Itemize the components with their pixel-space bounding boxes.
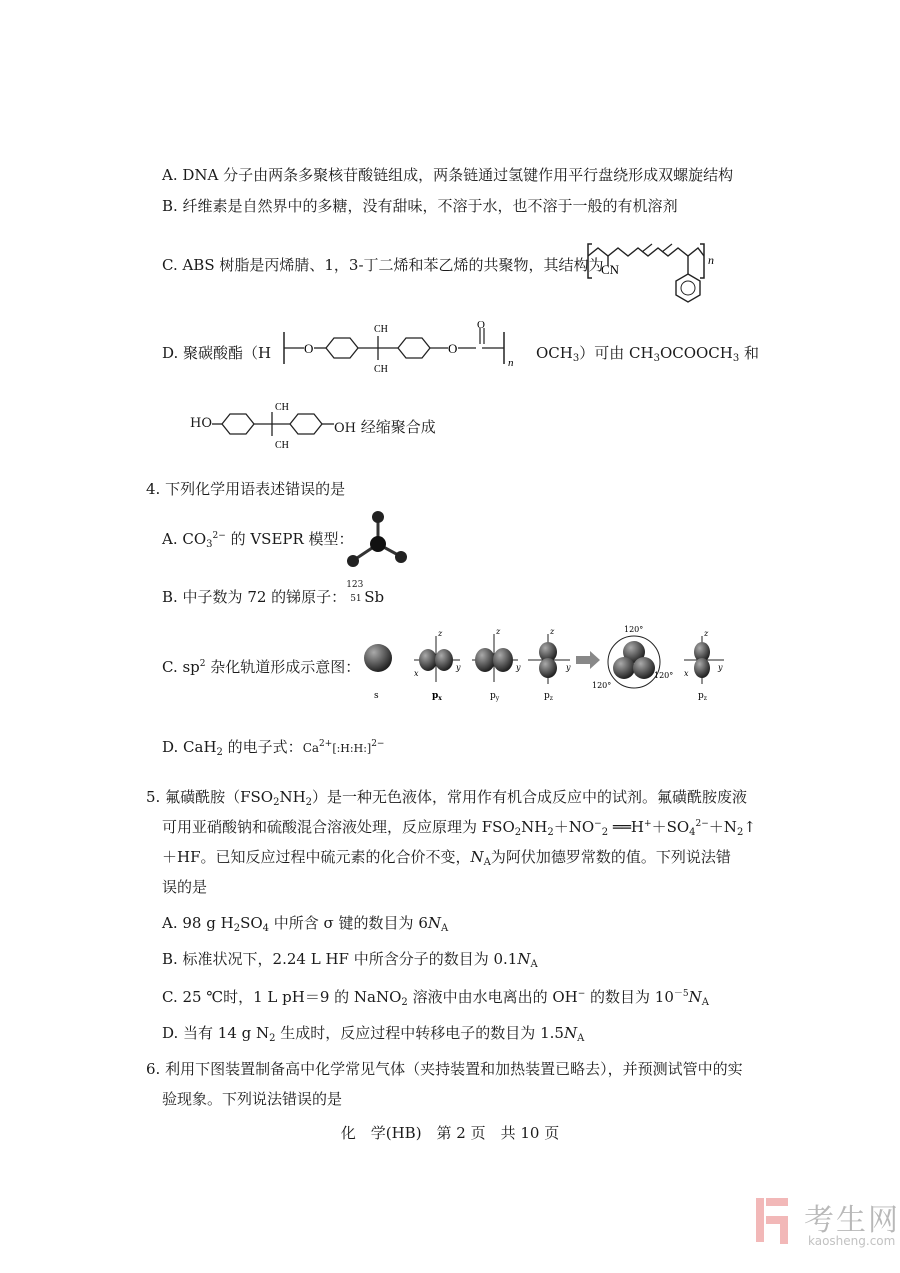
svg-text:y: y <box>456 663 461 672</box>
pc-o1: O <box>304 341 314 356</box>
option-3b: B. 纤维素是自然界中的多糖，没有甜味，不溶于水，也不溶于一般的有机溶剂 <box>162 197 678 215</box>
sp2-hybridization-diagram <box>352 622 732 710</box>
question-5-line2: 可用亚硝酸钠和硫酸混合溶液处理，反应原理为 $FSO_2NH_2+NO^-_2$ $══H^++SO_4^{2-}+N_2↑$ <box>162 818 756 838</box>
pc-o2: O <box>448 341 458 356</box>
option-4c: C. $sp^2$ 杂化轨道形成示意图： <box>162 658 361 676</box>
option-3a: A. DNA 分子由两条多聚核苷酸链组成，两条链通过氢键作用平行盘绕形成双螺旋结构 <box>162 166 734 184</box>
option-4b: B. 中子数为 72 的锑原子： 123 51 Sb <box>162 580 385 606</box>
option-3c: C. ABS 树脂是丙烯腈、1，3-丁二烯和苯乙烯的共聚物，其结构为 <box>162 256 604 274</box>
option-4a: A. $CO_3^{2-}$ 的 VSEPR 模型： <box>162 530 354 550</box>
pc-ch3-top: CH <box>374 324 388 335</box>
option-4d: D. CaH$_2$ 的电子式：$Ca^{2+}[:H:H:]^{2-}$ <box>162 738 385 758</box>
s-orbital <box>364 644 392 672</box>
svg-text:x: x <box>414 669 419 678</box>
svg-text:x: x <box>684 669 689 678</box>
abs-structure-diagram <box>584 226 724 316</box>
question-5-line4: 误的是 <box>162 878 208 896</box>
label-px: $p_x$ <box>432 691 442 702</box>
abs-cn-label: CN <box>601 262 620 277</box>
angle-left: 120° <box>592 681 612 690</box>
option-5c: C. 25 ℃时，1 L pH＝9 的 NaNO$_2$ 溶液中由水电离出的 OH− 的数目为 $10^{-5}N_A$ <box>162 988 709 1008</box>
angle-right: 120° <box>654 671 674 680</box>
option-5a: A. 98 g $H_2SO_4$ 中所含 σ 键的数目为 $6N_A$ <box>162 914 449 934</box>
question-5-line1: 5. 氟磺酰胺$(FSO_2NH_2)$是一种无色液体，常用作有机合成反应中的试剂。氟磺酰胺废液 <box>146 788 748 808</box>
pc-o3: O <box>477 320 485 331</box>
svg-text:z: z <box>438 629 443 638</box>
abs-n-subscript: n <box>708 253 714 267</box>
bpa-ho: HO <box>190 416 212 431</box>
bpa-ch3-bottom: CH <box>275 440 289 451</box>
bpa-oh-text: OH 经缩聚合成 <box>334 418 436 436</box>
label-pz: $p_z$ <box>544 691 553 702</box>
question-4-stem: 4. 下列化学用语表述错误的是 <box>146 480 346 498</box>
bpa-ch3-top: CH <box>275 402 289 413</box>
angle-top: 120° <box>624 625 644 634</box>
label-py: $p_y$ <box>490 691 500 702</box>
option-5b: B. 标准状况下，2.24 L HF 中所含分子的数目为 $0.1N_A$ <box>162 950 538 970</box>
option-3d-prefix: D. 聚碳酸酯（H <box>162 344 272 362</box>
vsepr-model-diagram <box>340 508 410 572</box>
svg-text:y: y <box>516 663 521 672</box>
label-pz-2: $p_z$ <box>698 691 707 702</box>
svg-text:y: y <box>566 663 571 672</box>
bisphenol-a-diagram <box>212 398 338 454</box>
svg-text:y: y <box>718 663 723 672</box>
label-s: s <box>374 691 379 701</box>
question-6-line2: 验现象。下列说法错误的是 <box>162 1090 343 1108</box>
option-5d: D. 当有 14 g $N_2$ 生成时，反应过程中转移电子的数目为 $1.5N_A$ <box>162 1024 585 1044</box>
svg-text:z: z <box>550 627 555 636</box>
transform-arrow <box>576 651 600 669</box>
svg-text:z: z <box>496 627 501 636</box>
question-6-line1: 6. 利用下图装置制备高中化学常见气体（夹持装置和加热装置已略去），并预测试管中的实 <box>146 1060 743 1078</box>
watermark-name: 考生网 <box>804 1203 900 1238</box>
pc-n-subscript: n <box>508 357 514 369</box>
page-footer: 化 学(HB) 第 2 页 共 10 页 <box>340 1124 560 1142</box>
svg-text:z: z <box>704 629 709 638</box>
polycarbonate-structure-diagram <box>282 320 542 380</box>
option-3d-rest: $OCH_3$）可由 $CH_3OCOOCH_3$ 和 <box>536 344 760 364</box>
question-5-line3: ＋HF。已知反应过程中硫元素的化合价不变，$N_A$为阿伏加德罗常数的值。下列说法错 <box>162 848 731 868</box>
watermark-url: kaosheng.com <box>808 1234 896 1248</box>
pc-ch3-bottom: CH <box>374 364 388 375</box>
